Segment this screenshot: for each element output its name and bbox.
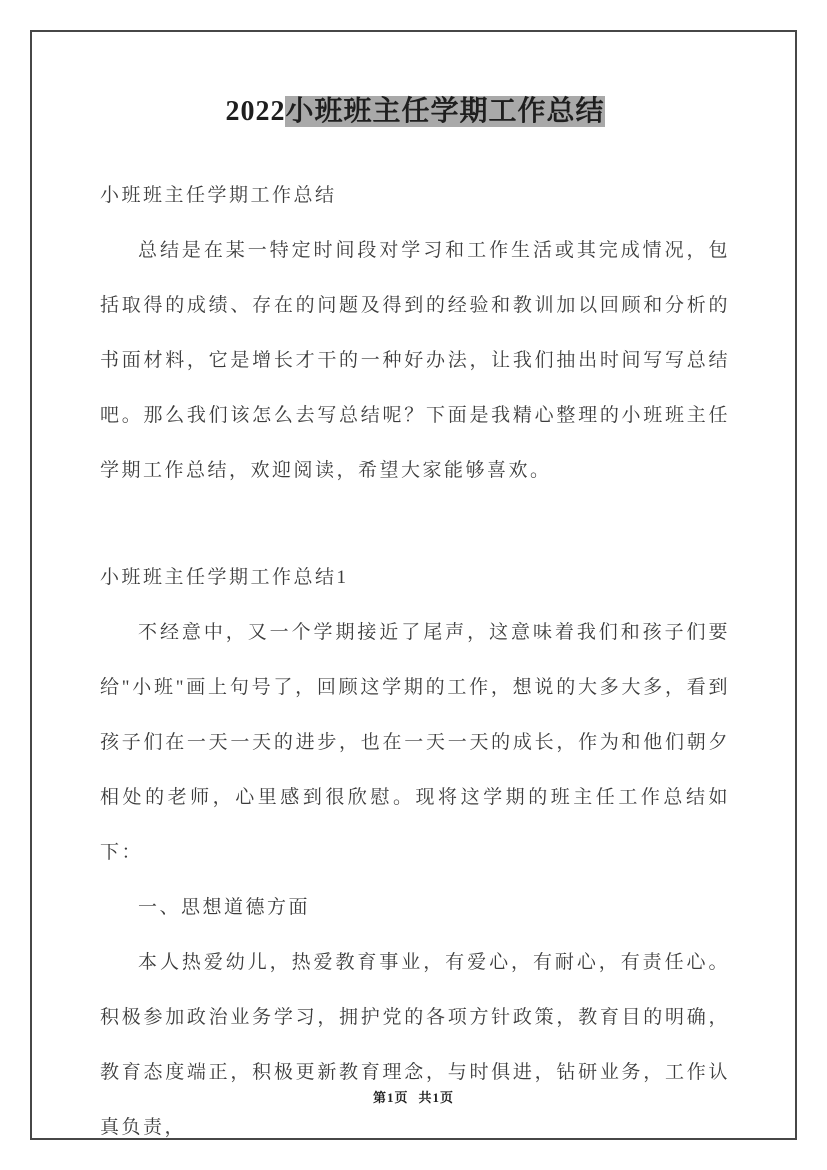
- footer-current-page: 第1页: [372, 1090, 409, 1105]
- document-content: [100, 92, 730, 1155]
- title-highlighted-text: 小班班主任学期工作总结: [285, 96, 605, 127]
- page-footer: [0, 1087, 827, 1106]
- body-paragraph-1: 不经意中，又一个学期接近了尾声，这意味着我们和孩子们要给"小班"画上句号了，回顾这学期的工作，想说的大多大多，看到孩子们在一天一天的进步，也在一天一天的成长，作为和他们朝夕相处的老师，心里感到很欣慰。现将这学期的班主任工作总结如下：: [100, 622, 730, 863]
- subtitle-line: 小班班主任学期工作总结: [100, 185, 337, 206]
- body-paragraph-2: 本人热爱幼儿，热爱教育事业，有爱心，有耐心，有责任心。积极参加政治业务学习，拥护党的各项方针政策，教育目的明确，教育态度端正，积极更新教育理念，与时俱进，钻研业务，工作认真负责，: [100, 952, 730, 1138]
- section-heading: 小班班主任学期工作总结1: [100, 567, 349, 588]
- title-plain-text: 2022: [225, 96, 286, 127]
- sub-heading: 一、思想道德方面: [138, 897, 311, 918]
- document-title: [100, 92, 730, 132]
- footer-total-pages: 共1页: [418, 1090, 455, 1105]
- intro-paragraph: 总结是在某一特定时间段对学习和工作生活或其完成情况，包括取得的成绩、存在的问题及得到的经验和教训加以回顾和分析的书面材料，它是增长才干的一种好办法，让我们抽出时间写写总结吧。那么我们该怎么去写总结呢？下面是我精心整理的小班班主任学期工作总结，欢迎阅读，希望大家能够喜欢。: [100, 240, 730, 481]
